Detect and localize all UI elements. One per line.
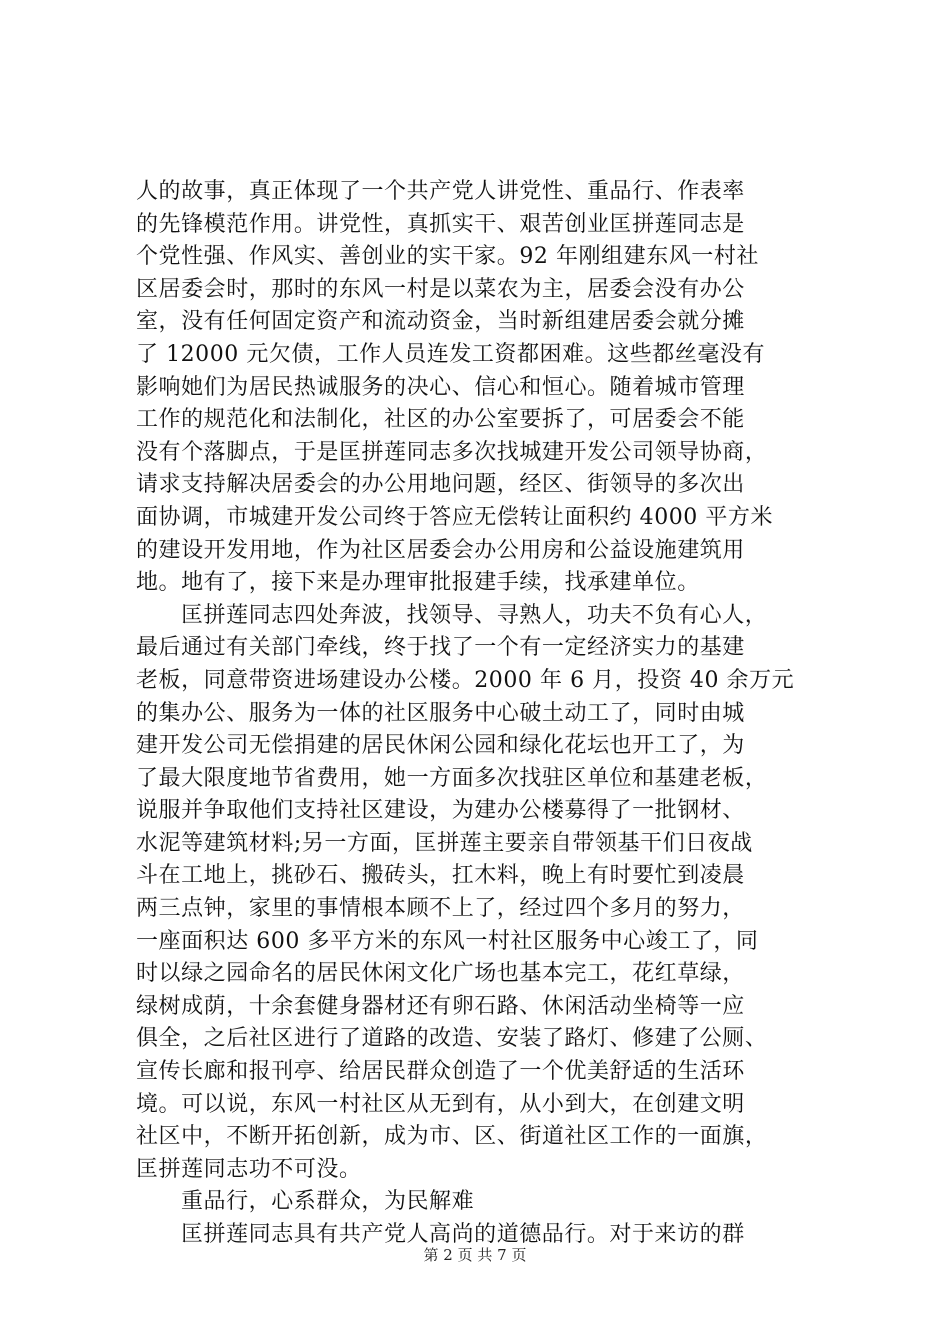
- text-line: 匡拼莲同志功不可没。: [136, 1156, 362, 1182]
- text-line: 面协调，市城建开发公司终于答应无偿转让面积约 4000 平方米: [136, 504, 774, 530]
- text-line: 请求支持解决居委会的办公用地问题，经区、街领导的多次出: [136, 472, 745, 498]
- text-line: 的建设开发用地，作为社区居委会办公用房和公益设施建筑用: [136, 537, 745, 563]
- text-line: 个党性强、作风实、善创业的实干家。92 年刚组建东风一村社: [136, 244, 759, 270]
- text-line: 工作的规范化和法制化，社区的办公室要拆了，可居委会不能: [136, 407, 745, 433]
- text-line: 水泥等建筑材料;另一方面，匡拼莲主要亲自带领基干们日夜战: [136, 830, 753, 856]
- text-line: 时以绿之园命名的居民休闲文化广场也基本完工，花红草绿，: [136, 961, 745, 987]
- page-footer: 第 2 页 共 7 页: [423, 1246, 527, 1264]
- text-line: 区居委会时，那时的东风一村是以菜农为主，居委会没有办公: [136, 276, 745, 302]
- text-line: 建开发公司无偿捐建的居民休闲公园和绿化花坛也开工了，为: [136, 733, 745, 759]
- document-body: [136, 176, 828, 1252]
- text-line: 室，没有任何固定资产和流动资金，当时新组建居委会就分摊: [136, 309, 745, 335]
- text-line: 地。地有了，接下来是办理审批报建手续，找承建单位。: [136, 570, 700, 596]
- text-line: 最后通过有关部门牵线，终于找了一个有一定经济实力的基建: [136, 635, 745, 661]
- paragraph-start-line: 匡拼莲同志具有共产党人高尚的道德品行。对于来访的群: [181, 1222, 745, 1247]
- text-line: 没有个落脚点，于是匡拼莲同志多次找城建开发公司领导协商，: [136, 439, 768, 465]
- section-heading: 重品行，心系群众，为民解难: [181, 1189, 475, 1215]
- text-line: 社区中，不断开拓创新，成为市、区、街道社区工作的一面旗，: [136, 1124, 768, 1150]
- text-line: 的先锋模范作用。讲党性，真抓实干、艰苦创业匡拼莲同志是: [136, 211, 745, 237]
- text-line: 一座面积达 600 多平方米的东风一村社区服务中心竣工了，同: [136, 928, 759, 954]
- text-line: 说服并争取他们支持社区建设，为建办公楼募得了一批钢材、: [136, 798, 745, 824]
- text-line: 俱全，之后社区进行了道路的改造、安装了路灯、修建了公厕、: [136, 1026, 768, 1052]
- text-line: 了最大限度地节省费用，她一方面多次找驻区单位和基建老板，: [136, 765, 768, 791]
- text-line: 了 12000 元欠债，工作人员连发工资都困难。这些都丝毫没有: [136, 341, 766, 367]
- text-line: 绿树成荫，十余套健身器材还有卵石路、休闲活动坐椅等一应: [136, 993, 745, 1019]
- text-line: 老板，同意带资进场建设办公楼。2000 年 6 月，投资 40 余万元: [136, 667, 795, 693]
- text-line: 两三点钟，家里的事情根本顾不上了，经过四个多月的努力，: [136, 896, 745, 922]
- text-line: 境。可以说，东风一村社区从无到有，从小到大，在创建文明: [136, 1091, 745, 1117]
- text-line: 的集办公、服务为一体的社区服务中心破土动工了，同时由城: [136, 700, 745, 726]
- paragraph-start-line: 匡拼莲同志四处奔波，找领导、寻熟人，功夫不负有心人，: [181, 602, 768, 628]
- text-line: 宣传长廊和报刊亭、给居民群众创造了一个优美舒适的生活环: [136, 1059, 745, 1085]
- text-line: 影响她们为居民热诚服务的决心、信心和恒心。随着城市管理: [136, 374, 745, 400]
- text-line: 斗在工地上，挑砂石、搬砖头，扛木料，晚上有时要忙到凌晨: [136, 863, 745, 889]
- text-line: 人的故事，真正体现了一个共产党人讲党性、重品行、作表率: [136, 179, 745, 204]
